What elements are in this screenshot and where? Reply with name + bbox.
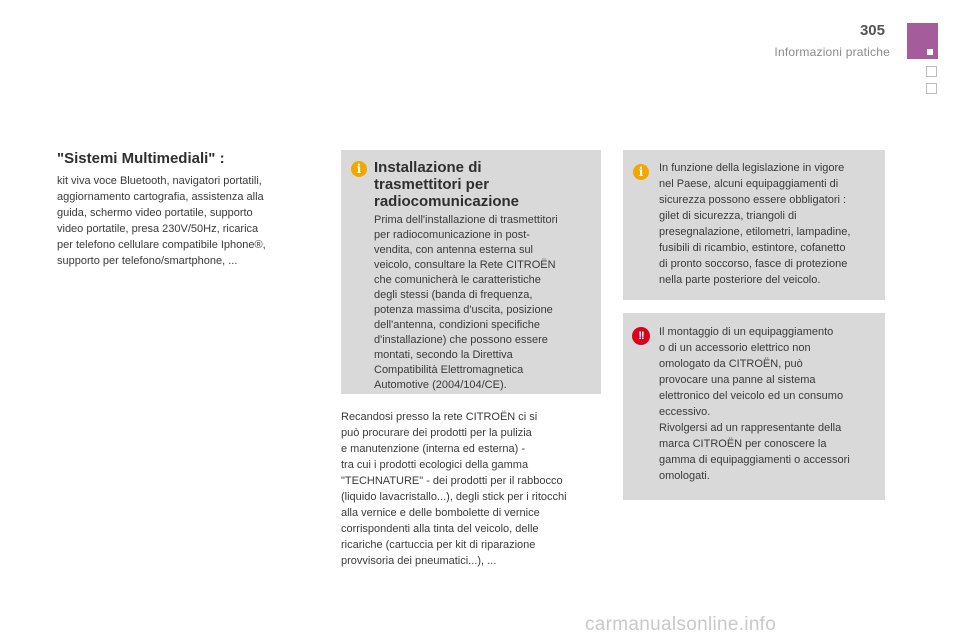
- page-number: 305: [859, 22, 885, 39]
- info-icon: i: [633, 164, 649, 180]
- cleaning-products-text: Recandosi presso la rete CITROËN ci si può procurare dei prodotti per la pulizia e manutenzione (interna ed esterna) - tra cui i prodotti ecologici della gamma "TECHNATURE" - dei prodotti per il rabbocco (liquido lavacristallo...), degli stick per i ritocchi alla vernice e delle bombolette di vernice corrispondenti alla tinta del veicolo, delle ricariche (cartuccia per kit di riparazione provvisoria dei pneumatici...), ...: [341, 411, 567, 567]
- installation-title: Installazione di trasmettitori per radiocomunicazione: [374, 159, 520, 210]
- multimedia-text: kit viva voce Bluetooth, navigatori portatili, aggiornamento cartografia, assistenza alla guida, schermo video portatile, supporto video portatile, presa 230V/50Hz, ricarica per telefono cellulare compatibile Iphone®, supporto per telefono/smartphone, ...: [57, 175, 266, 267]
- chapter-tab[interactable]: [907, 23, 938, 59]
- warning-icon: !!: [632, 327, 650, 345]
- installation-text: Prima dell'installazione di trasmettitori per radiocomunicazione in post- vendita, con antenna esterna sul veicolo, consultare la Rete CITROËN che comunicherà le caratteristiche degli stessi (banda di frequenza, potenza massima d'uscita, posizione dell'antenna, condizioni specifiche d'installazione) che possono essere montati, secondo la Direttiva Compatibilità Elettromagnetica Automotive (2004/104/CE).: [374, 214, 558, 391]
- installation-box: [341, 150, 601, 394]
- legislation-box: [623, 150, 885, 300]
- tab-marker-icon: [927, 49, 933, 55]
- info-icon: i: [351, 161, 367, 177]
- multimedia-heading: "Sistemi Multimediali" :: [57, 150, 225, 167]
- watermark: carmanualsonline.info: [585, 614, 777, 635]
- legislation-text: In funzione della legislazione in vigore nel Paese, alcuni equipaggiamenti di sicurezza possono essere obbligatori : gilet di sicurezza, triangoli di presegnalazione, etilometri, lampadine, fusibili di ricambio, estintore, cofanetto di pronto soccorso, fasce di protezione nella parte posteriore del veicolo.: [659, 162, 851, 286]
- warning-box: [623, 313, 885, 500]
- section-title-header: Informazioni pratiche: [774, 45, 890, 59]
- chapter-tab-empty-2[interactable]: [926, 83, 937, 94]
- chapter-tab-empty-1[interactable]: [926, 66, 937, 77]
- warning-text: Il montaggio di un equipaggiamento o di un accessorio elettrico non omologato da CITROËN, può provocare una panne al sistema elettronico del veicolo ed un consumo eccessivo. Rivolgersi ad un rappresentante della marca CITROËN per conoscere la gamma di equipaggiamenti o accessori omologati.: [659, 326, 850, 482]
